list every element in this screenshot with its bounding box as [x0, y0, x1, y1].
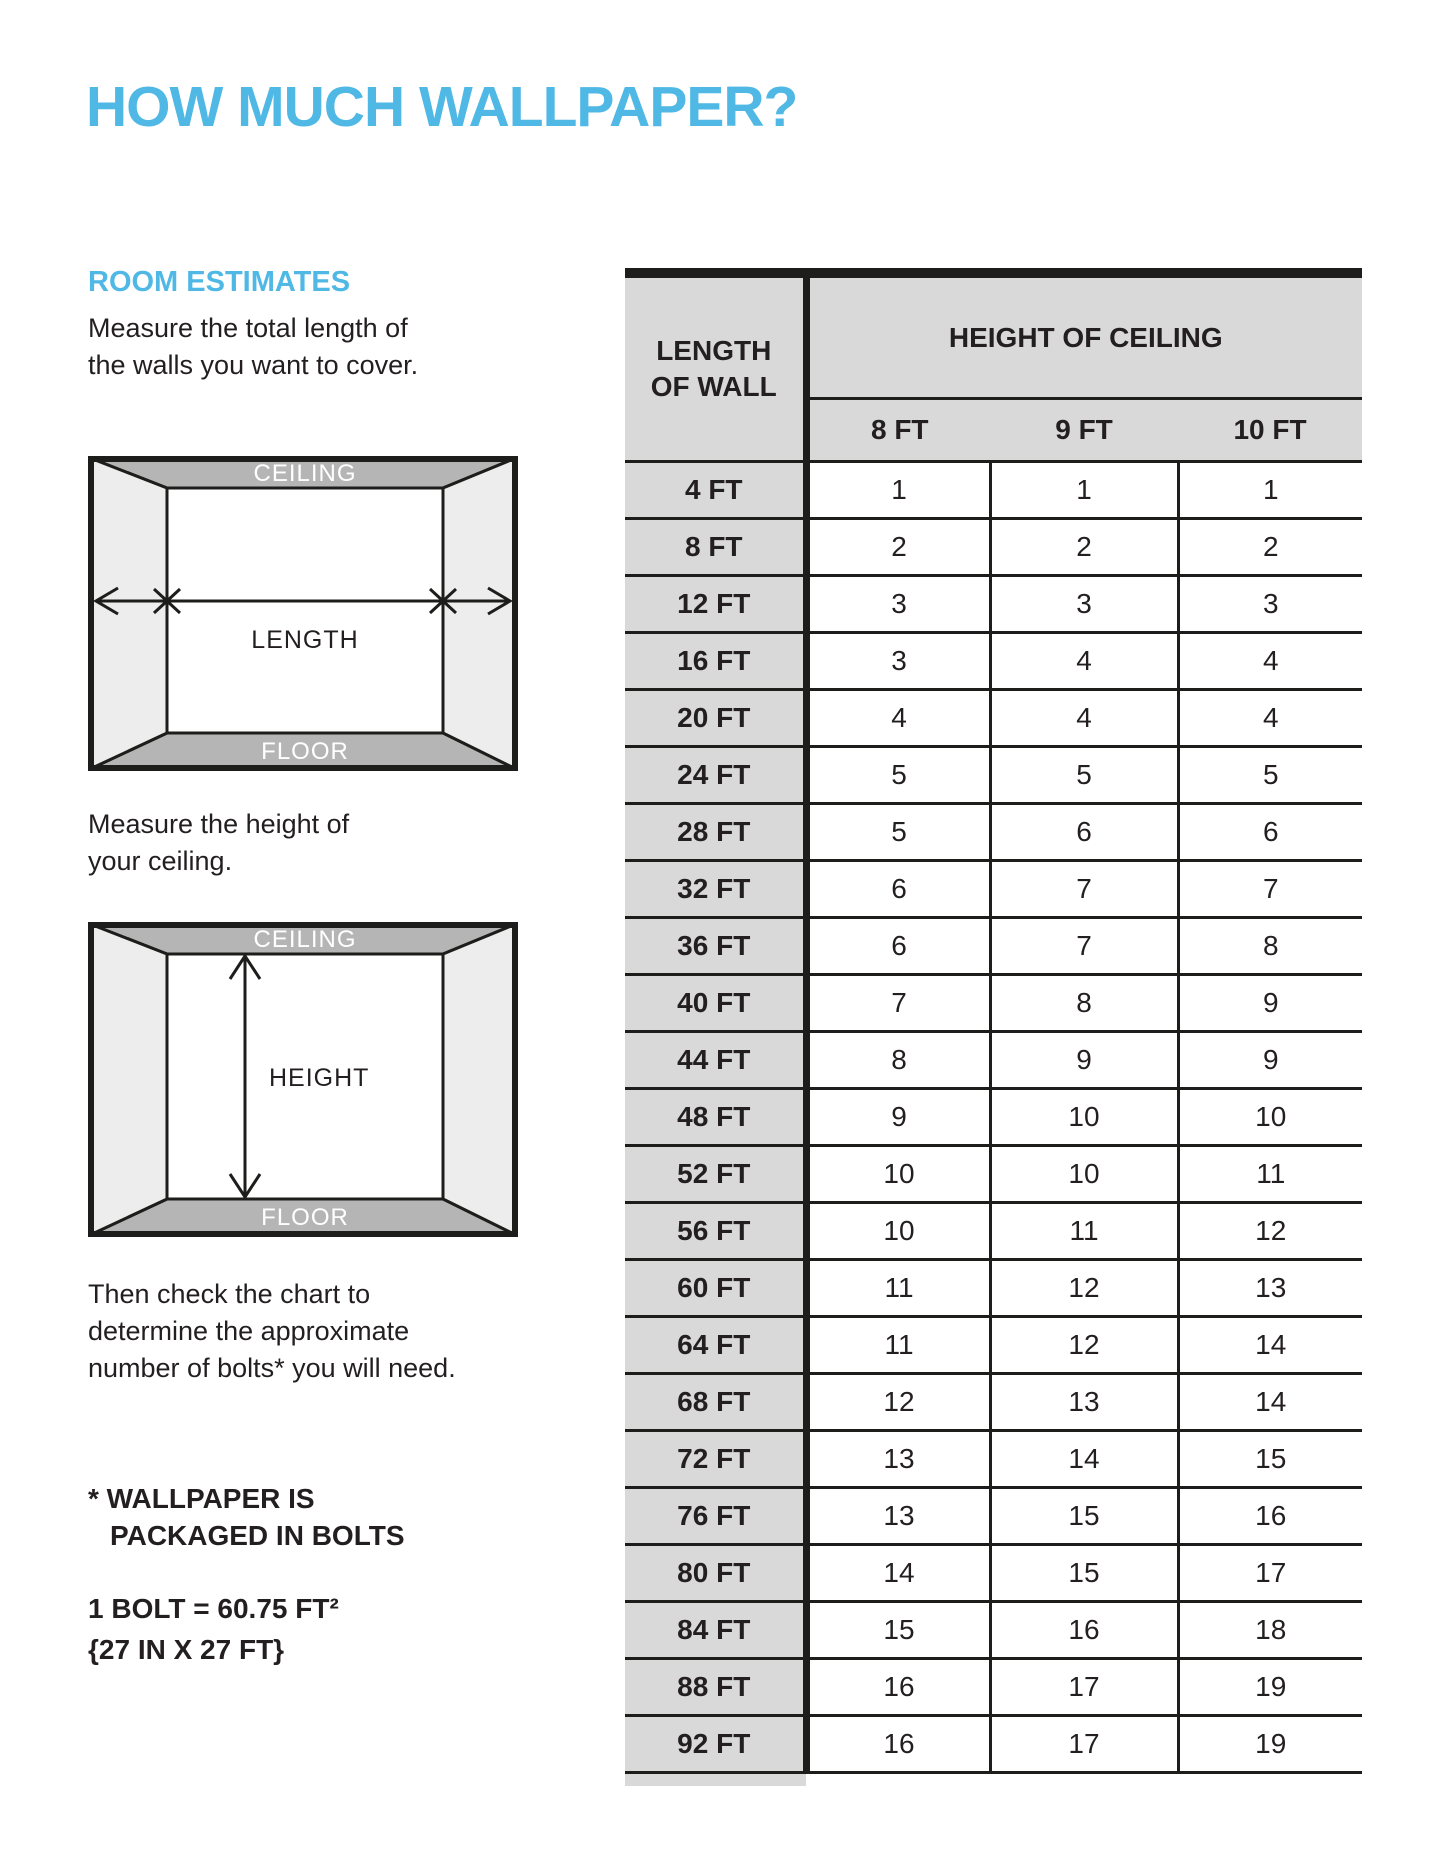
paragraph-line: determine the approximate — [88, 1316, 410, 1346]
bolts-10ft-cell: 14 — [1178, 1374, 1362, 1431]
bolt-equation: 1 BOLT = 60.75 FT² — [88, 1593, 339, 1624]
wall-length-cell: 28 FT — [625, 804, 806, 861]
column-header-9ft: 9 FT — [990, 399, 1178, 462]
length-label: LENGTH — [251, 626, 359, 654]
table-row — [625, 1716, 1362, 1773]
height-label: HEIGHT — [269, 1064, 370, 1092]
bolts-8ft-cell: 14 — [806, 1545, 990, 1602]
paragraph-line: number of bolts* you will need. — [88, 1353, 456, 1383]
right-wall — [443, 924, 516, 1235]
bolts-9ft-cell: 12 — [990, 1260, 1178, 1317]
bolts-9ft-cell: 10 — [990, 1089, 1178, 1146]
wallpaper-bolts-footnote — [88, 1480, 405, 1554]
bolts-9ft-cell: 17 — [990, 1716, 1178, 1773]
bolts-9ft-cell: 8 — [990, 975, 1178, 1032]
table-row — [625, 861, 1362, 918]
footnote-line: PACKAGED IN BOLTS — [110, 1520, 405, 1551]
bolts-9ft-cell: 14 — [990, 1431, 1178, 1488]
paragraph-line: Then check the chart to — [88, 1279, 371, 1309]
bolt-dimensions: {27 IN X 27 FT} — [88, 1634, 285, 1665]
wall-length-cell: 68 FT — [625, 1374, 806, 1431]
table-row — [625, 1203, 1362, 1260]
room-estimates-heading: ROOM ESTIMATES — [88, 266, 351, 298]
table-row — [625, 747, 1362, 804]
check-chart-paragraph — [88, 1276, 456, 1387]
floor-label: FLOOR — [261, 738, 349, 765]
bolts-8ft-cell: 1 — [806, 462, 990, 519]
row-header-cell — [625, 273, 806, 462]
bolts-10ft-cell: 7 — [1178, 861, 1362, 918]
table-row — [625, 918, 1362, 975]
bolts-10ft-cell: 2 — [1178, 519, 1362, 576]
bolts-10ft-cell: 17 — [1178, 1545, 1362, 1602]
bolts-8ft-cell: 11 — [806, 1260, 990, 1317]
bolts-9ft-cell: 3 — [990, 576, 1178, 633]
wall-length-cell: 44 FT — [625, 1032, 806, 1089]
column-header-10ft: 10 FT — [1178, 399, 1362, 462]
table-bottom-gray-strip — [625, 1774, 806, 1786]
wall-length-cell: 36 FT — [625, 918, 806, 975]
row-header-line: LENGTH — [656, 335, 772, 366]
bolts-9ft-cell: 7 — [990, 918, 1178, 975]
bolts-8ft-cell: 3 — [806, 633, 990, 690]
ceiling-label: CEILING — [253, 926, 357, 953]
bolts-10ft-cell: 6 — [1178, 804, 1362, 861]
bolts-10ft-cell: 13 — [1178, 1260, 1362, 1317]
bolts-8ft-cell: 12 — [806, 1374, 990, 1431]
bolts-10ft-cell: 1 — [1178, 462, 1362, 519]
room-height-diagram — [88, 922, 518, 1237]
wall-length-cell: 20 FT — [625, 690, 806, 747]
table-row — [625, 1260, 1362, 1317]
bolts-9ft-cell: 11 — [990, 1203, 1178, 1260]
bolts-table — [625, 268, 1362, 1774]
bolts-8ft-cell: 7 — [806, 975, 990, 1032]
column-header-8ft: 8 FT — [806, 399, 990, 462]
paragraph-line: Measure the height of — [88, 809, 350, 839]
bolts-10ft-cell: 9 — [1178, 1032, 1362, 1089]
wall-length-cell: 12 FT — [625, 576, 806, 633]
bolts-9ft-cell: 10 — [990, 1146, 1178, 1203]
wall-length-cell: 56 FT — [625, 1203, 806, 1260]
measure-height-paragraph — [88, 806, 349, 880]
bolts-9ft-cell: 2 — [990, 519, 1178, 576]
right-wall — [443, 458, 516, 769]
bolts-table-body — [625, 462, 1362, 1773]
bolt-definition — [88, 1588, 339, 1670]
table-row — [625, 690, 1362, 747]
bolts-8ft-cell: 13 — [806, 1431, 990, 1488]
table-row — [625, 1431, 1362, 1488]
wall-length-cell: 32 FT — [625, 861, 806, 918]
ceiling-height-group-header: HEIGHT OF CEILING — [806, 273, 1362, 399]
bolts-8ft-cell: 9 — [806, 1089, 990, 1146]
bolts-8ft-cell: 2 — [806, 519, 990, 576]
footnote-line: * WALLPAPER IS — [88, 1483, 315, 1514]
bolts-table-container — [625, 268, 1362, 1786]
bolts-10ft-cell: 4 — [1178, 633, 1362, 690]
back-wall — [167, 488, 443, 733]
table-row — [625, 633, 1362, 690]
wall-length-cell: 72 FT — [625, 1431, 806, 1488]
wall-length-cell: 40 FT — [625, 975, 806, 1032]
wall-length-cell: 60 FT — [625, 1260, 806, 1317]
bolts-8ft-cell: 6 — [806, 918, 990, 975]
wall-length-cell: 92 FT — [625, 1716, 806, 1773]
paragraph-line: the walls you want to cover. — [88, 350, 419, 380]
wall-length-cell: 76 FT — [625, 1488, 806, 1545]
bolts-9ft-cell: 4 — [990, 690, 1178, 747]
bolts-9ft-cell: 17 — [990, 1659, 1178, 1716]
bolts-8ft-cell: 13 — [806, 1488, 990, 1545]
table-row — [625, 1317, 1362, 1374]
table-row — [625, 1488, 1362, 1545]
bolts-10ft-cell: 11 — [1178, 1146, 1362, 1203]
bolts-10ft-cell: 5 — [1178, 747, 1362, 804]
table-row — [625, 1032, 1362, 1089]
bolts-9ft-cell: 1 — [990, 462, 1178, 519]
bolts-10ft-cell: 16 — [1178, 1488, 1362, 1545]
page-title: HOW MUCH WALLPAPER? — [86, 75, 798, 139]
bolts-9ft-cell: 15 — [990, 1545, 1178, 1602]
bolts-table-header — [625, 273, 1362, 462]
bolts-8ft-cell: 10 — [806, 1146, 990, 1203]
bolts-9ft-cell: 12 — [990, 1317, 1178, 1374]
table-row — [625, 1545, 1362, 1602]
table-row — [625, 519, 1362, 576]
bolts-10ft-cell: 3 — [1178, 576, 1362, 633]
table-row — [625, 975, 1362, 1032]
ceiling-label: CEILING — [253, 460, 357, 487]
bolts-10ft-cell: 15 — [1178, 1431, 1362, 1488]
room-length-diagram — [88, 456, 518, 771]
bolts-10ft-cell: 18 — [1178, 1602, 1362, 1659]
bolts-9ft-cell: 15 — [990, 1488, 1178, 1545]
wall-length-cell: 84 FT — [625, 1602, 806, 1659]
table-row — [625, 1374, 1362, 1431]
wall-length-cell: 80 FT — [625, 1545, 806, 1602]
row-header-line: OF WALL — [650, 371, 777, 402]
bolts-8ft-cell: 3 — [806, 576, 990, 633]
wall-length-cell: 52 FT — [625, 1146, 806, 1203]
table-row — [625, 1602, 1362, 1659]
bolts-8ft-cell: 5 — [806, 747, 990, 804]
bolts-10ft-cell: 8 — [1178, 918, 1362, 975]
bolts-8ft-cell: 6 — [806, 861, 990, 918]
wall-length-cell: 4 FT — [625, 462, 806, 519]
bolts-10ft-cell: 12 — [1178, 1203, 1362, 1260]
bolts-8ft-cell: 11 — [806, 1317, 990, 1374]
bolts-8ft-cell: 4 — [806, 690, 990, 747]
table-row — [625, 1146, 1362, 1203]
wall-length-cell: 16 FT — [625, 633, 806, 690]
bolts-9ft-cell: 16 — [990, 1602, 1178, 1659]
measure-length-paragraph — [88, 310, 418, 384]
bolts-8ft-cell: 15 — [806, 1602, 990, 1659]
bolts-8ft-cell: 8 — [806, 1032, 990, 1089]
table-row — [625, 462, 1362, 519]
bolts-10ft-cell: 9 — [1178, 975, 1362, 1032]
bolts-10ft-cell: 4 — [1178, 690, 1362, 747]
wall-length-cell: 24 FT — [625, 747, 806, 804]
wall-length-cell: 8 FT — [625, 519, 806, 576]
wall-length-cell: 64 FT — [625, 1317, 806, 1374]
bolts-9ft-cell: 5 — [990, 747, 1178, 804]
table-row — [625, 804, 1362, 861]
bolts-10ft-cell: 10 — [1178, 1089, 1362, 1146]
paragraph-line: your ceiling. — [88, 846, 233, 876]
wall-length-cell: 88 FT — [625, 1659, 806, 1716]
table-row — [625, 1659, 1362, 1716]
paragraph-line: Measure the total length of — [88, 313, 408, 343]
floor-label: FLOOR — [261, 1204, 349, 1231]
bolts-8ft-cell: 5 — [806, 804, 990, 861]
bolts-9ft-cell: 4 — [990, 633, 1178, 690]
bolts-9ft-cell: 13 — [990, 1374, 1178, 1431]
bolts-10ft-cell: 19 — [1178, 1716, 1362, 1773]
bolts-10ft-cell: 19 — [1178, 1659, 1362, 1716]
bolts-8ft-cell: 16 — [806, 1716, 990, 1773]
bolts-9ft-cell: 7 — [990, 861, 1178, 918]
bolts-8ft-cell: 16 — [806, 1659, 990, 1716]
table-row — [625, 1089, 1362, 1146]
table-row — [625, 576, 1362, 633]
bolts-8ft-cell: 10 — [806, 1203, 990, 1260]
bolts-9ft-cell: 6 — [990, 804, 1178, 861]
bolts-9ft-cell: 9 — [990, 1032, 1178, 1089]
wall-length-cell: 48 FT — [625, 1089, 806, 1146]
bolts-10ft-cell: 14 — [1178, 1317, 1362, 1374]
left-wall — [90, 924, 167, 1235]
